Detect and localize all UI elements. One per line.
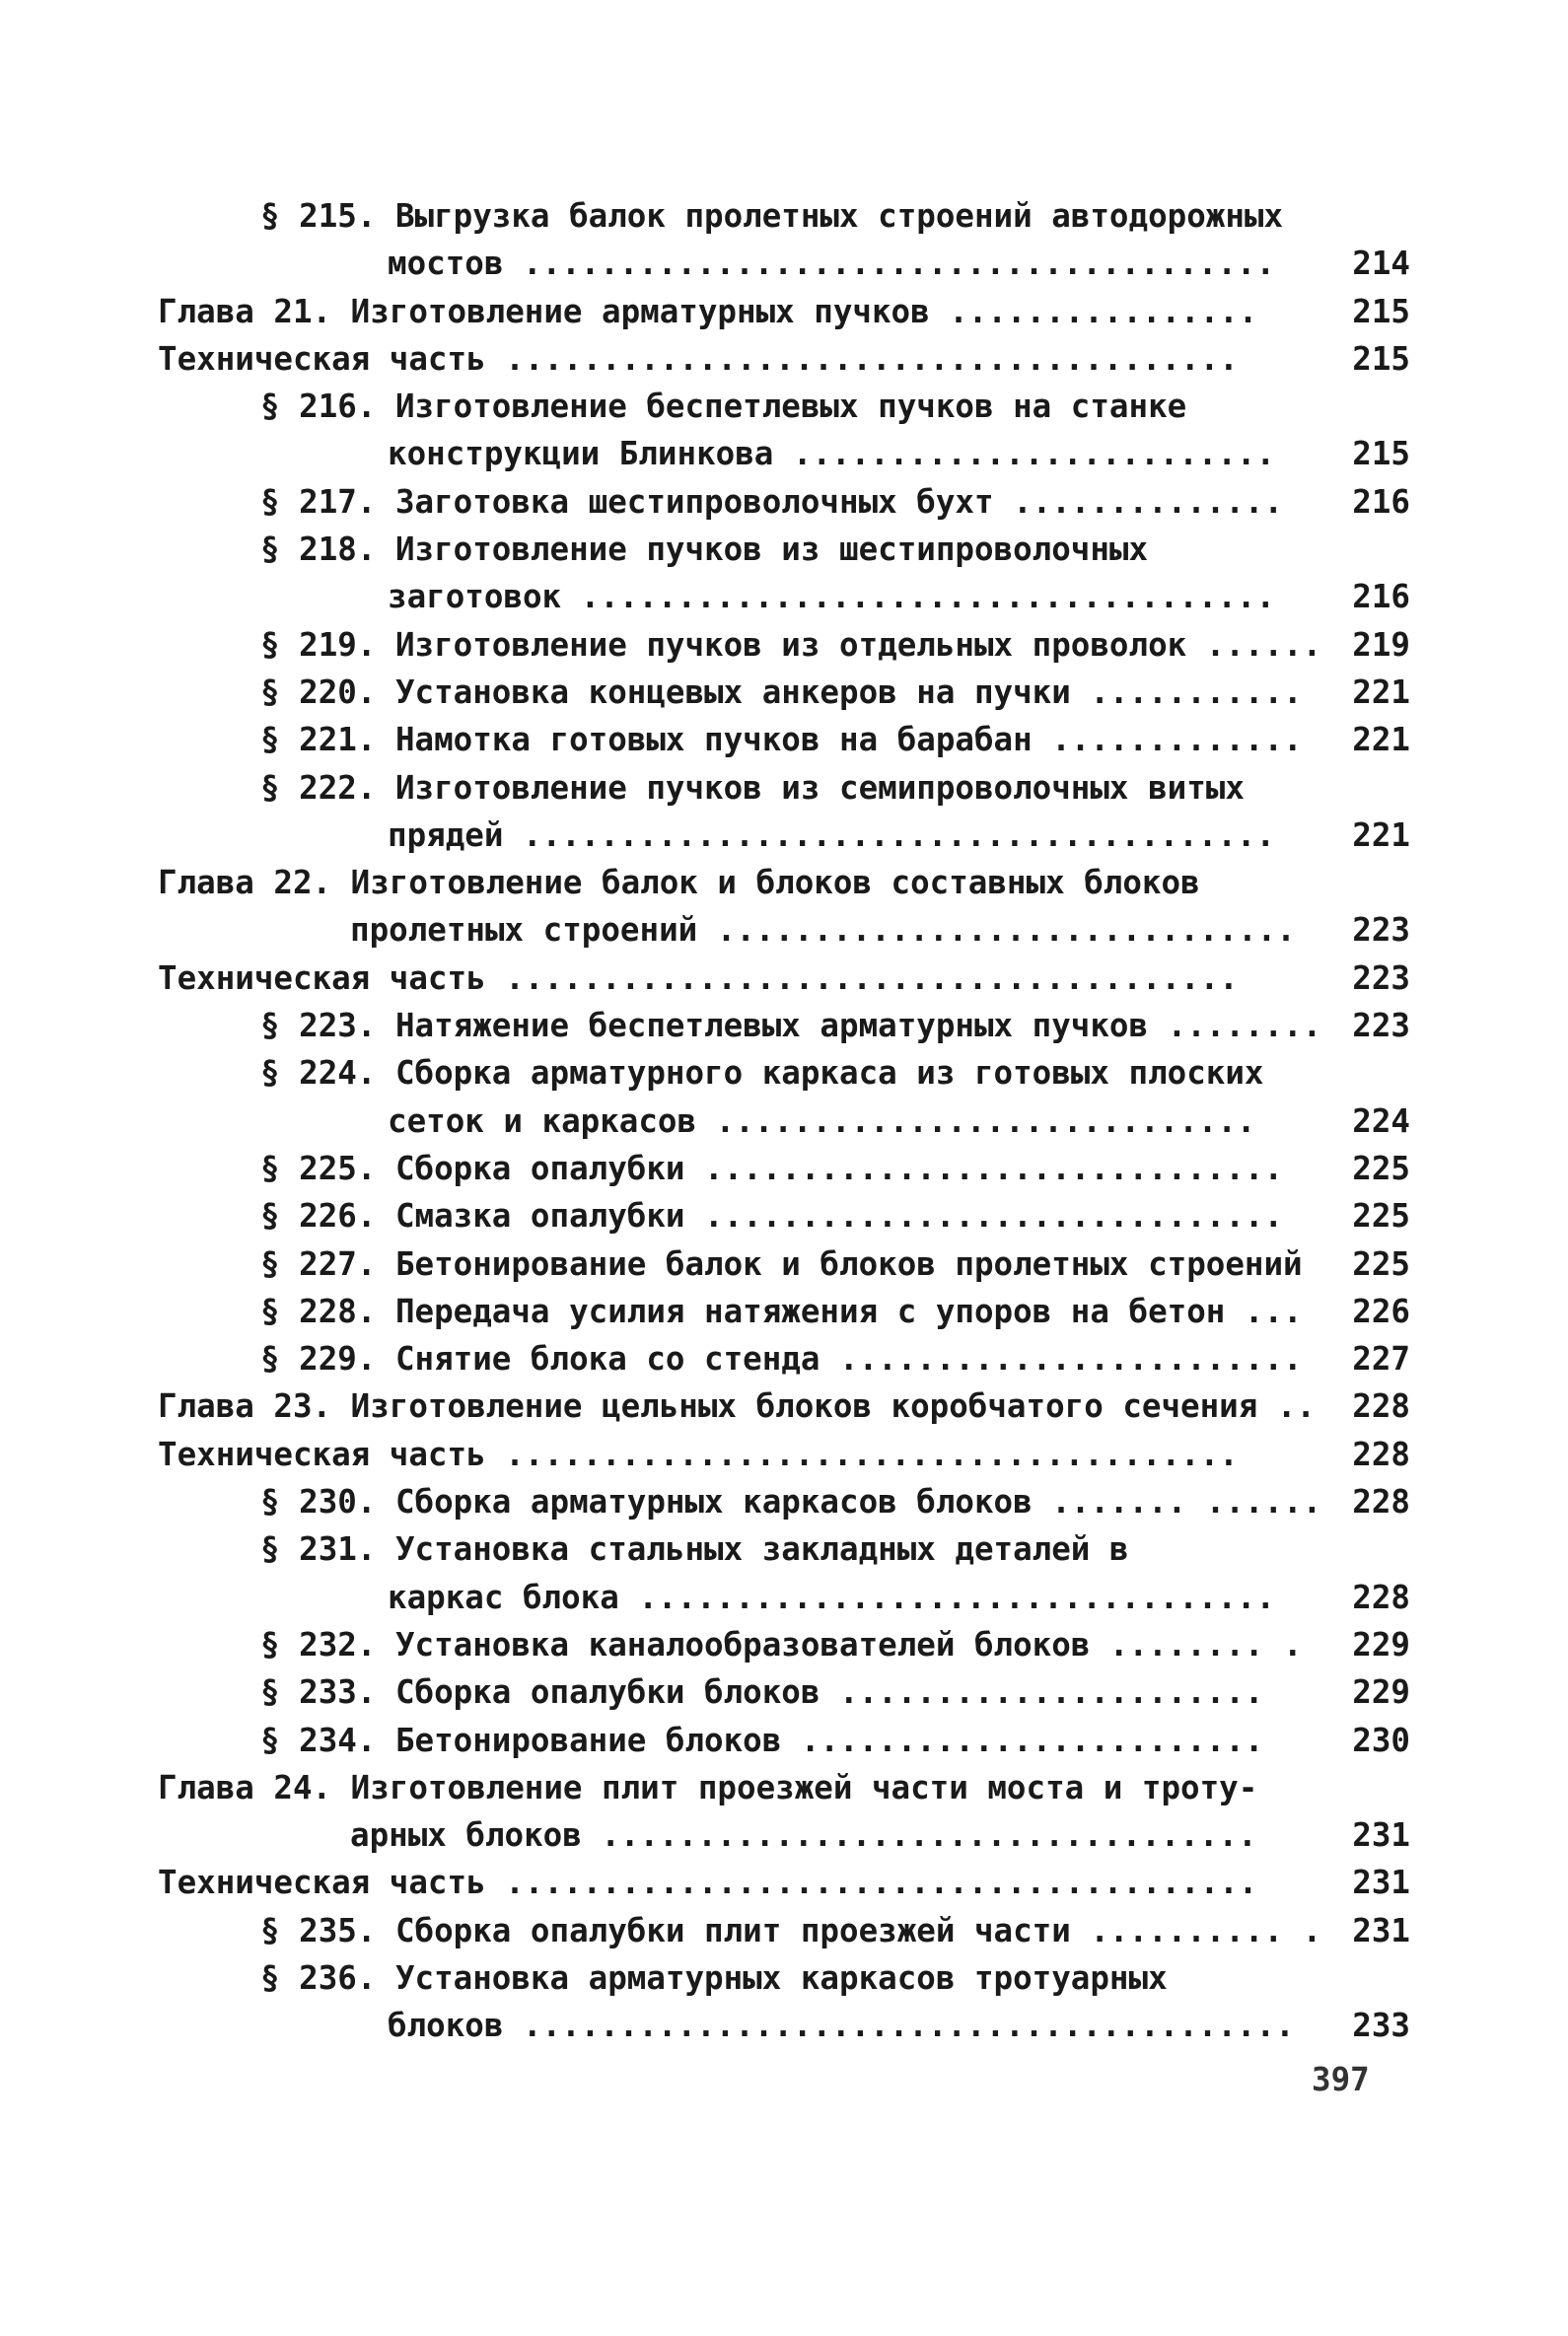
toc-entry [158,1621,1410,1668]
toc-entry-title: сеток и каркасов ............................ [388,1101,1256,1140]
toc-entry-title: § 232. Установка каналообразователей блоков ........ . [260,1625,1303,1664]
toc-entry-page: 215 [1352,435,1410,473]
toc-entry [158,1907,1410,1954]
toc-entry-title: конструкции Блинкова ......................... [388,435,1276,473]
toc-entry [158,1811,1410,1859]
toc-entry-page: 229 [1352,1673,1410,1712]
toc-entry [158,573,1410,620]
toc-entry [158,955,1410,1002]
toc-entry-title: Техническая часть ...................................... [158,339,1239,378]
toc-entry [158,478,1410,526]
toc-entry [158,288,1410,335]
toc-entry [158,1192,1410,1239]
toc-entry-page: 215 [1352,292,1410,330]
toc-entry [158,1097,1410,1145]
page-number: 397 [1312,2061,1370,2098]
toc-entry-page: 229 [1352,1625,1410,1664]
toc-entry-title: § 227. Бетонирование балок и блоков пролетных строений [260,1244,1303,1283]
toc-entry [158,240,1410,287]
toc-entry-title: § 226. Смазка опалубки .............................. [260,1197,1284,1236]
toc-entry-page: 230 [1352,1721,1410,1759]
toc-entry-title: § 220. Установка концевых анкеров на пучки ........... [260,672,1303,711]
toc-entry [158,1525,1410,1573]
toc-entry [158,430,1410,477]
toc-entry-title: § 216. Изготовление беспетлевых пучков на станке [260,388,1187,426]
toc-entry [158,192,1410,240]
toc-entry [158,1478,1410,1525]
toc-entry-title: мостов ....................................... [388,245,1276,283]
toc-entry-title: § 224. Сборка арматурного каркаса из готовых плоских [260,1054,1264,1093]
toc-entry-page: 228 [1352,1387,1410,1426]
toc-entry-page: 225 [1352,1244,1410,1283]
toc-entry [158,1431,1410,1478]
toc-entry-title: § 223. Натяжение беспетлевых арматурных пучков ........ [260,1007,1322,1045]
toc-entry [158,764,1410,812]
toc-entry-page: 223 [1352,958,1410,997]
toc-entry-page: 216 [1352,578,1410,616]
toc-entry-page: 225 [1352,1197,1410,1236]
toc-entry-title: Техническая часть ...................................... [158,958,1239,997]
toc-entry [158,1574,1410,1621]
toc-entry [158,1288,1410,1335]
toc-entry [158,716,1410,763]
toc-entry-page: 225 [1352,1149,1410,1187]
toc-entry-page: 226 [1352,1292,1410,1330]
toc-entry-page: 219 [1352,625,1410,664]
toc-entry-title: § 230. Сборка арматурных каркасов блоков ....... ...... [260,1483,1322,1522]
toc-entry-page: 231 [1352,1816,1410,1855]
toc-entry-title: блоков ........................................ [388,2007,1295,2045]
toc-entry [158,1954,1410,2002]
toc-entry-title: § 215. Выгрузка балок пролетных строений автодорожных [260,197,1284,235]
toc-entry-title: пролетных строений .............................. [350,911,1296,950]
toc-entry [158,1717,1410,1764]
toc-entry [158,812,1410,859]
toc-entry-title: § 225. Сборка опалубки .............................. [260,1149,1284,1187]
toc-entry-page: 221 [1352,672,1410,711]
toc-entry [158,1382,1410,1430]
toc-entry [158,1240,1410,1288]
toc-entry-page: 214 [1352,245,1410,283]
toc-entry-page: 223 [1352,911,1410,950]
toc-entry-page: 223 [1352,1007,1410,1045]
toc-entry-title: каркас блока ................................. [388,1578,1276,1616]
toc-entry-title: Глава 23. Изготовление цельных блоков коробчатого сечения .. [158,1387,1316,1426]
toc-entry-title: Техническая часть ....................................... [158,1864,1258,1902]
toc-entry [158,2002,1410,2049]
toc-entry-page: 233 [1352,2007,1410,2045]
toc-entry-page: 216 [1352,482,1410,521]
toc-entry [158,1764,1410,1811]
table-of-contents [158,192,1410,2050]
toc-entry-title: § 221. Намотка готовых пучков на барабан ............. [260,721,1303,759]
toc-entry-page: 231 [1352,1911,1410,1949]
toc-entry-title: заготовок .................................... [388,578,1276,616]
toc-entry-title: Глава 22. Изготовление балок и блоков составных блоков [158,864,1200,902]
toc-entry-page: 221 [1352,815,1410,854]
toc-entry [158,526,1410,573]
toc-entry [158,1668,1410,1716]
toc-entry-title: § 233. Сборка опалубки блоков ...................... [260,1673,1264,1712]
toc-entry [158,1859,1410,1906]
toc-entry-title: Техническая часть ...................................... [158,1435,1239,1473]
toc-entry-title: § 218. Изготовление пучков из шестипроволочных [260,531,1149,569]
toc-entry-title: § 231. Установка стальных закладных деталей в [260,1530,1129,1569]
toc-entry-title: § 217. Заготовка шестипроволочных бухт .............. [260,482,1284,521]
toc-entry [158,335,1410,383]
toc-entry-title: § 219. Изготовление пучков из отдельных проволок ...... [260,625,1322,664]
toc-entry [158,1335,1410,1382]
toc-entry-page: 231 [1352,1864,1410,1902]
toc-entry-title: § 235. Сборка опалубки плит проезжей части .......... . [260,1911,1322,1949]
toc-entry [158,906,1410,954]
toc-entry-title: прядей ....................................... [388,815,1276,854]
toc-entry-title: Глава 21. Изготовление арматурных пучков ................ [158,292,1258,330]
toc-entry-page: 228 [1352,1578,1410,1616]
toc-entry-title: § 236. Установка арматурных каркасов тротуарных [260,1958,1168,1997]
toc-entry [158,1049,1410,1097]
toc-entry-title: § 228. Передача усилия натяжения с упоров на бетон ... [260,1292,1303,1330]
toc-entry-page: 224 [1352,1101,1410,1140]
toc-entry-title: § 222. Изготовление пучков из семипроволочных витых [260,768,1245,807]
toc-entry-title: § 234. Бетонирование блоков ........................ [260,1721,1264,1759]
toc-entry-page: 227 [1352,1340,1410,1379]
toc-entry-page: 228 [1352,1435,1410,1473]
toc-entry [158,859,1410,906]
toc-entry-title: § 229. Снятие блока со стенда ........................ [260,1340,1303,1379]
toc-entry-page: 221 [1352,721,1410,759]
toc-entry [158,1002,1410,1049]
toc-entry [158,383,1410,430]
toc-entry [158,621,1410,669]
toc-entry [158,1145,1410,1192]
toc-entry-page: 215 [1352,339,1410,378]
toc-entry-title: арных блоков .................................. [350,1816,1257,1855]
toc-entry [158,669,1410,716]
toc-entry-title: Глава 24. Изготовление плит проезжей части моста и троту- [158,1768,1258,1806]
toc-entry-page: 228 [1352,1483,1410,1522]
